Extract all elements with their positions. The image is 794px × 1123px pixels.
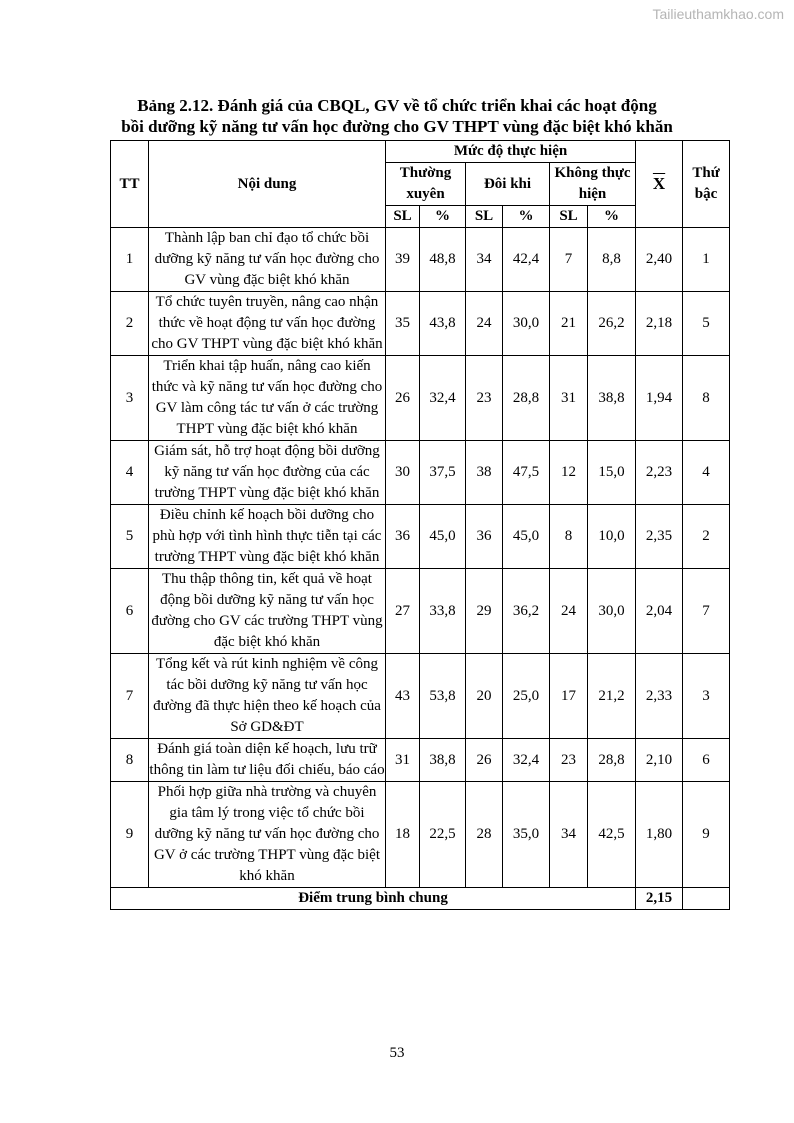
cell-sl-never: 21 xyxy=(550,292,588,356)
cell-mean: 2,04 xyxy=(636,569,683,654)
cell-pct-often: 48,8 xyxy=(420,228,466,292)
cell-pct-often: 38,8 xyxy=(420,739,466,782)
cell-mean: 2,35 xyxy=(636,505,683,569)
header-rank: Thứ bậc xyxy=(683,141,730,228)
header-pct-sometimes: % xyxy=(503,206,550,228)
cell-rank: 3 xyxy=(683,654,730,739)
header-sl-often: SL xyxy=(386,206,420,228)
cell-sl-never: 12 xyxy=(550,441,588,505)
cell-pct-often: 43,8 xyxy=(420,292,466,356)
cell-tt: 7 xyxy=(111,654,149,739)
cell-pct-sometimes: 36,2 xyxy=(503,569,550,654)
table-row xyxy=(111,228,730,292)
cell-rank: 6 xyxy=(683,739,730,782)
header-content: Nội dung xyxy=(149,141,386,228)
cell-rank: 9 xyxy=(683,782,730,888)
cell-sl-often: 36 xyxy=(386,505,420,569)
cell-pct-never: 28,8 xyxy=(588,739,636,782)
cell-sl-sometimes: 23 xyxy=(466,356,503,441)
cell-mean: 2,18 xyxy=(636,292,683,356)
cell-sl-sometimes: 26 xyxy=(466,739,503,782)
cell-pct-often: 33,8 xyxy=(420,569,466,654)
cell-pct-never: 38,8 xyxy=(588,356,636,441)
cell-pct-never: 8,8 xyxy=(588,228,636,292)
header-tt: TT xyxy=(111,141,149,228)
header-pct-never: % xyxy=(588,206,636,228)
cell-pct-never: 26,2 xyxy=(588,292,636,356)
cell-pct-sometimes: 32,4 xyxy=(503,739,550,782)
cell-sl-often: 27 xyxy=(386,569,420,654)
cell-sl-sometimes: 20 xyxy=(466,654,503,739)
cell-content: Đánh giá toàn diện kế hoạch, lưu trữ thông tin làm tư liệu đối chiếu, báo cáo xyxy=(149,739,386,782)
cell-content: Thành lập ban chỉ đạo tổ chức bồi dưỡng kỹ năng tư vấn học đường cho GV vùng đặc biệt khó khăn xyxy=(149,228,386,292)
cell-content: Giám sát, hỗ trợ hoạt động bồi dưỡng kỹ năng tư vấn học đường của các trường THPT vùng đặc biệt khó khăn xyxy=(149,441,386,505)
table-row xyxy=(111,782,730,888)
cell-mean: 2,40 xyxy=(636,228,683,292)
table-row xyxy=(111,356,730,441)
header-never: Không thực hiện xyxy=(550,163,636,206)
table-row xyxy=(111,569,730,654)
cell-content: Tổng kết và rút kinh nghiệm về công tác bồi dưỡng kỹ năng tư vấn học đường đã thực hiện theo kế hoạch của Sở GD&ĐT xyxy=(149,654,386,739)
summary-row xyxy=(111,888,730,910)
cell-pct-never: 42,5 xyxy=(588,782,636,888)
cell-sl-never: 24 xyxy=(550,569,588,654)
summary-rank xyxy=(683,888,730,910)
cell-pct-sometimes: 25,0 xyxy=(503,654,550,739)
title-line-1: Bảng 2.12. Đánh giá của CBQL, GV về tổ chức triển khai các hoạt động xyxy=(137,96,657,115)
cell-content: Điều chỉnh kế hoạch bồi dưỡng cho phù hợp với tình hình thực tiễn tại các trường THPT vùng đặc biệt khó khăn xyxy=(149,505,386,569)
title-line-2: bồi dưỡng kỹ năng tư vấn học đường cho GV THPT vùng đặc biệt khó khăn xyxy=(121,117,673,136)
summary-label: Điểm trung bình chung xyxy=(111,888,636,910)
cell-content: Phối hợp giữa nhà trường và chuyên gia tâm lý trong việc tổ chức bồi dưỡng kỹ năng tư vấn học đường cho GV ở các trường THPT vùng đặc biệt khó khăn xyxy=(149,782,386,888)
cell-tt: 2 xyxy=(111,292,149,356)
cell-pct-never: 15,0 xyxy=(588,441,636,505)
header-sl-sometimes: SL xyxy=(466,206,503,228)
cell-rank: 4 xyxy=(683,441,730,505)
cell-pct-sometimes: 47,5 xyxy=(503,441,550,505)
cell-pct-sometimes: 35,0 xyxy=(503,782,550,888)
table-row xyxy=(111,654,730,739)
cell-pct-never: 10,0 xyxy=(588,505,636,569)
cell-sl-sometimes: 38 xyxy=(466,441,503,505)
cell-pct-sometimes: 30,0 xyxy=(503,292,550,356)
table-row xyxy=(111,505,730,569)
evaluation-table xyxy=(110,140,730,910)
cell-tt: 5 xyxy=(111,505,149,569)
cell-pct-often: 53,8 xyxy=(420,654,466,739)
header-mean xyxy=(636,141,683,228)
page-number: 53 xyxy=(389,1045,405,1061)
cell-mean: 2,10 xyxy=(636,739,683,782)
cell-tt: 1 xyxy=(111,228,149,292)
cell-pct-never: 30,0 xyxy=(588,569,636,654)
cell-sl-never: 31 xyxy=(550,356,588,441)
header-pct-often: % xyxy=(420,206,466,228)
cell-sl-sometimes: 28 xyxy=(466,782,503,888)
cell-sl-often: 39 xyxy=(386,228,420,292)
cell-rank: 5 xyxy=(683,292,730,356)
table-row xyxy=(111,441,730,505)
cell-sl-often: 31 xyxy=(386,739,420,782)
cell-mean: 2,23 xyxy=(636,441,683,505)
table-title xyxy=(0,95,794,137)
mean-symbol: $\overline{X}$ xyxy=(652,173,666,193)
cell-content: Triển khai tập huấn, nâng cao kiến thức và kỹ năng tư vấn học đường cho GV làm công tác tư vấn ở các trường THPT vùng đặc biệt khó khăn xyxy=(149,356,386,441)
cell-tt: 6 xyxy=(111,569,149,654)
cell-tt: 8 xyxy=(111,739,149,782)
cell-sl-never: 34 xyxy=(550,782,588,888)
table-row xyxy=(111,292,730,356)
cell-sl-often: 35 xyxy=(386,292,420,356)
cell-sl-sometimes: 29 xyxy=(466,569,503,654)
cell-sl-often: 18 xyxy=(386,782,420,888)
summary-mean: 2,15 xyxy=(636,888,683,910)
cell-content: Tổ chức tuyên truyền, nâng cao nhận thức về hoạt động tư vấn học đường cho GV THPT vùng đặc biệt khó khăn xyxy=(149,292,386,356)
cell-mean: 1,80 xyxy=(636,782,683,888)
cell-pct-sometimes: 45,0 xyxy=(503,505,550,569)
header-level: Mức độ thực hiện xyxy=(386,141,636,163)
cell-sl-never: 23 xyxy=(550,739,588,782)
cell-sl-often: 43 xyxy=(386,654,420,739)
watermark: Tailieuthamkhao.com xyxy=(652,6,784,22)
table-body xyxy=(111,228,730,910)
cell-sl-often: 30 xyxy=(386,441,420,505)
header-sl-never: SL xyxy=(550,206,588,228)
cell-sl-sometimes: 24 xyxy=(466,292,503,356)
cell-tt: 4 xyxy=(111,441,149,505)
cell-sl-never: 7 xyxy=(550,228,588,292)
cell-pct-often: 37,5 xyxy=(420,441,466,505)
cell-rank: 2 xyxy=(683,505,730,569)
cell-pct-often: 45,0 xyxy=(420,505,466,569)
cell-sl-never: 17 xyxy=(550,654,588,739)
cell-pct-sometimes: 28,8 xyxy=(503,356,550,441)
cell-content: Thu thập thông tin, kết quả về hoạt động bồi dưỡng kỹ năng tư vấn học đường cho GV các trường THPT vùng đặc biệt khó khăn xyxy=(149,569,386,654)
cell-sl-sometimes: 36 xyxy=(466,505,503,569)
cell-pct-often: 32,4 xyxy=(420,356,466,441)
cell-rank: 1 xyxy=(683,228,730,292)
cell-sl-often: 26 xyxy=(386,356,420,441)
cell-pct-never: 21,2 xyxy=(588,654,636,739)
cell-tt: 9 xyxy=(111,782,149,888)
cell-sl-never: 8 xyxy=(550,505,588,569)
header-sometimes: Đôi khi xyxy=(466,163,550,206)
cell-mean: 2,33 xyxy=(636,654,683,739)
cell-pct-often: 22,5 xyxy=(420,782,466,888)
cell-sl-sometimes: 34 xyxy=(466,228,503,292)
cell-rank: 8 xyxy=(683,356,730,441)
cell-pct-sometimes: 42,4 xyxy=(503,228,550,292)
table-row xyxy=(111,739,730,782)
cell-mean: 1,94 xyxy=(636,356,683,441)
cell-tt: 3 xyxy=(111,356,149,441)
cell-rank: 7 xyxy=(683,569,730,654)
header-often: Thường xuyên xyxy=(386,163,466,206)
